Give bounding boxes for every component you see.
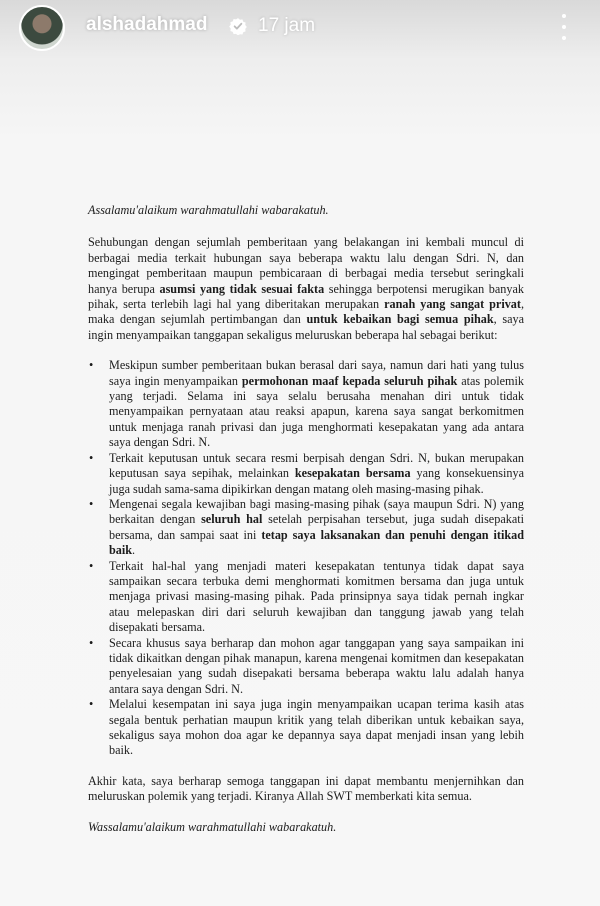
list-item: • Melalui kesempatan ini saya juga ingin menyampaikan ucapan terima kasih atas segala bentuk perhatian maupun kritik yang telah diberikan untuk kebaikan saya, sekaligus saya mohon doa agar ke depannya saya dapat menjadi insan yang lebih baik. (109, 697, 524, 759)
username[interactable]: alshadahmad (86, 14, 208, 35)
list-item: • Meskipun sumber pemberitaan bukan berasal dari saya, namun dari hati yang tulus saya ingin menyampaikan permohonan maaf kepada seluruh pihak atas polemik yang terjadi. Selama ini saya selalu berusaha menahan diri untuk tidak menyampaikan pernyataan atau reaksi apapun, karena saya sangat berkomitmen untuk menjaga ranah privasi dan juga menghormati kesepakatan yang ada antara saya dengan Sdri. N. (109, 358, 524, 450)
more-options-icon[interactable] (557, 12, 571, 42)
list-item: • Terkait hal-hal yang menjadi materi kesepakatan tentunya tidak dapat saya sampaikan secara terbuka demi menghormati komitmen bersama dan juga untuk menjaga privasi masing-masing pihak. Pada prinsipnya saya tidak pernah ingkar atau melepaskan diri dari seluruh kewajiban dan tanggung jawab yang telah disepakati bersama. (109, 559, 524, 636)
statement-letter (88, 203, 524, 852)
intro-paragraph: Sehubungan dengan sejumlah pemberitaan yang belakangan ini kembali muncul di berbagai media terkait hubungan saya beberapa waktu lalu dengan Sdri. N, dan mengingat pemberitaan maupun pembicaraan di berbagai media tersebut seringkali hanya berupa asumsi yang tidak sesuai fakta sehingga berpotensi merugikan banyak pihak, serta terlebih lagi hal yang diberitakan merupakan ranah yang sangat privat, maka dengan sejumlah pertimbangan dan untuk kebaikan bagi semua pihak, saya ingin menyampaikan tanggapan sekaligus meluruskan beberapa hal sebagai berikut: (88, 235, 524, 342)
greeting: Assalamu'alaikum warahmatullahi wabarakatuh. (88, 203, 329, 217)
statement-list (88, 358, 524, 759)
avatar[interactable] (19, 5, 65, 51)
list-item: • Mengenai segala kewajiban bagi masing-masing pihak (saya maupun Sdri. N) yang berkaitan dengan seluruh hal setelah perpisahan tersebut, juga sudah disepakati bersama, dan sampai saat ini tetap saya laksanakan dan penuhi dengan itikad baik. (109, 497, 524, 559)
list-item: • Secara khusus saya berharap dan mohon agar tanggapan yang saya sampaikan ini tidak dikaitkan dengan pihak manapun, karena mengenai komitmen dan kesepakatan penyelesaian yang sudah disepakati bersama beberapa waktu lalu adalah hanya antara saya dengan Sdri. N. (109, 636, 524, 698)
post-time: 17 jam (258, 15, 316, 36)
list-item: • Terkait keputusan untuk secara resmi berpisah dengan Sdri. N, bukan merupakan keputusan saya sepihak, melainkan kesepakatan bersama yang konsekuensinya juga sudah sama-sama dipikirkan dengan matang oleh masing-masing pihak. (109, 451, 524, 497)
closing-paragraph: Akhir kata, saya berharap semoga tanggapan ini dapat membantu menjernihkan dan meluruskan polemik yang terjadi. Kiranya Allah SWT memberkati kita semua. (88, 773, 524, 804)
verified-badge-icon (229, 17, 247, 35)
story-header (0, 0, 600, 60)
signoff: Wassalamu'alaikum warahmatullahi wabarakatuh. (88, 819, 337, 834)
